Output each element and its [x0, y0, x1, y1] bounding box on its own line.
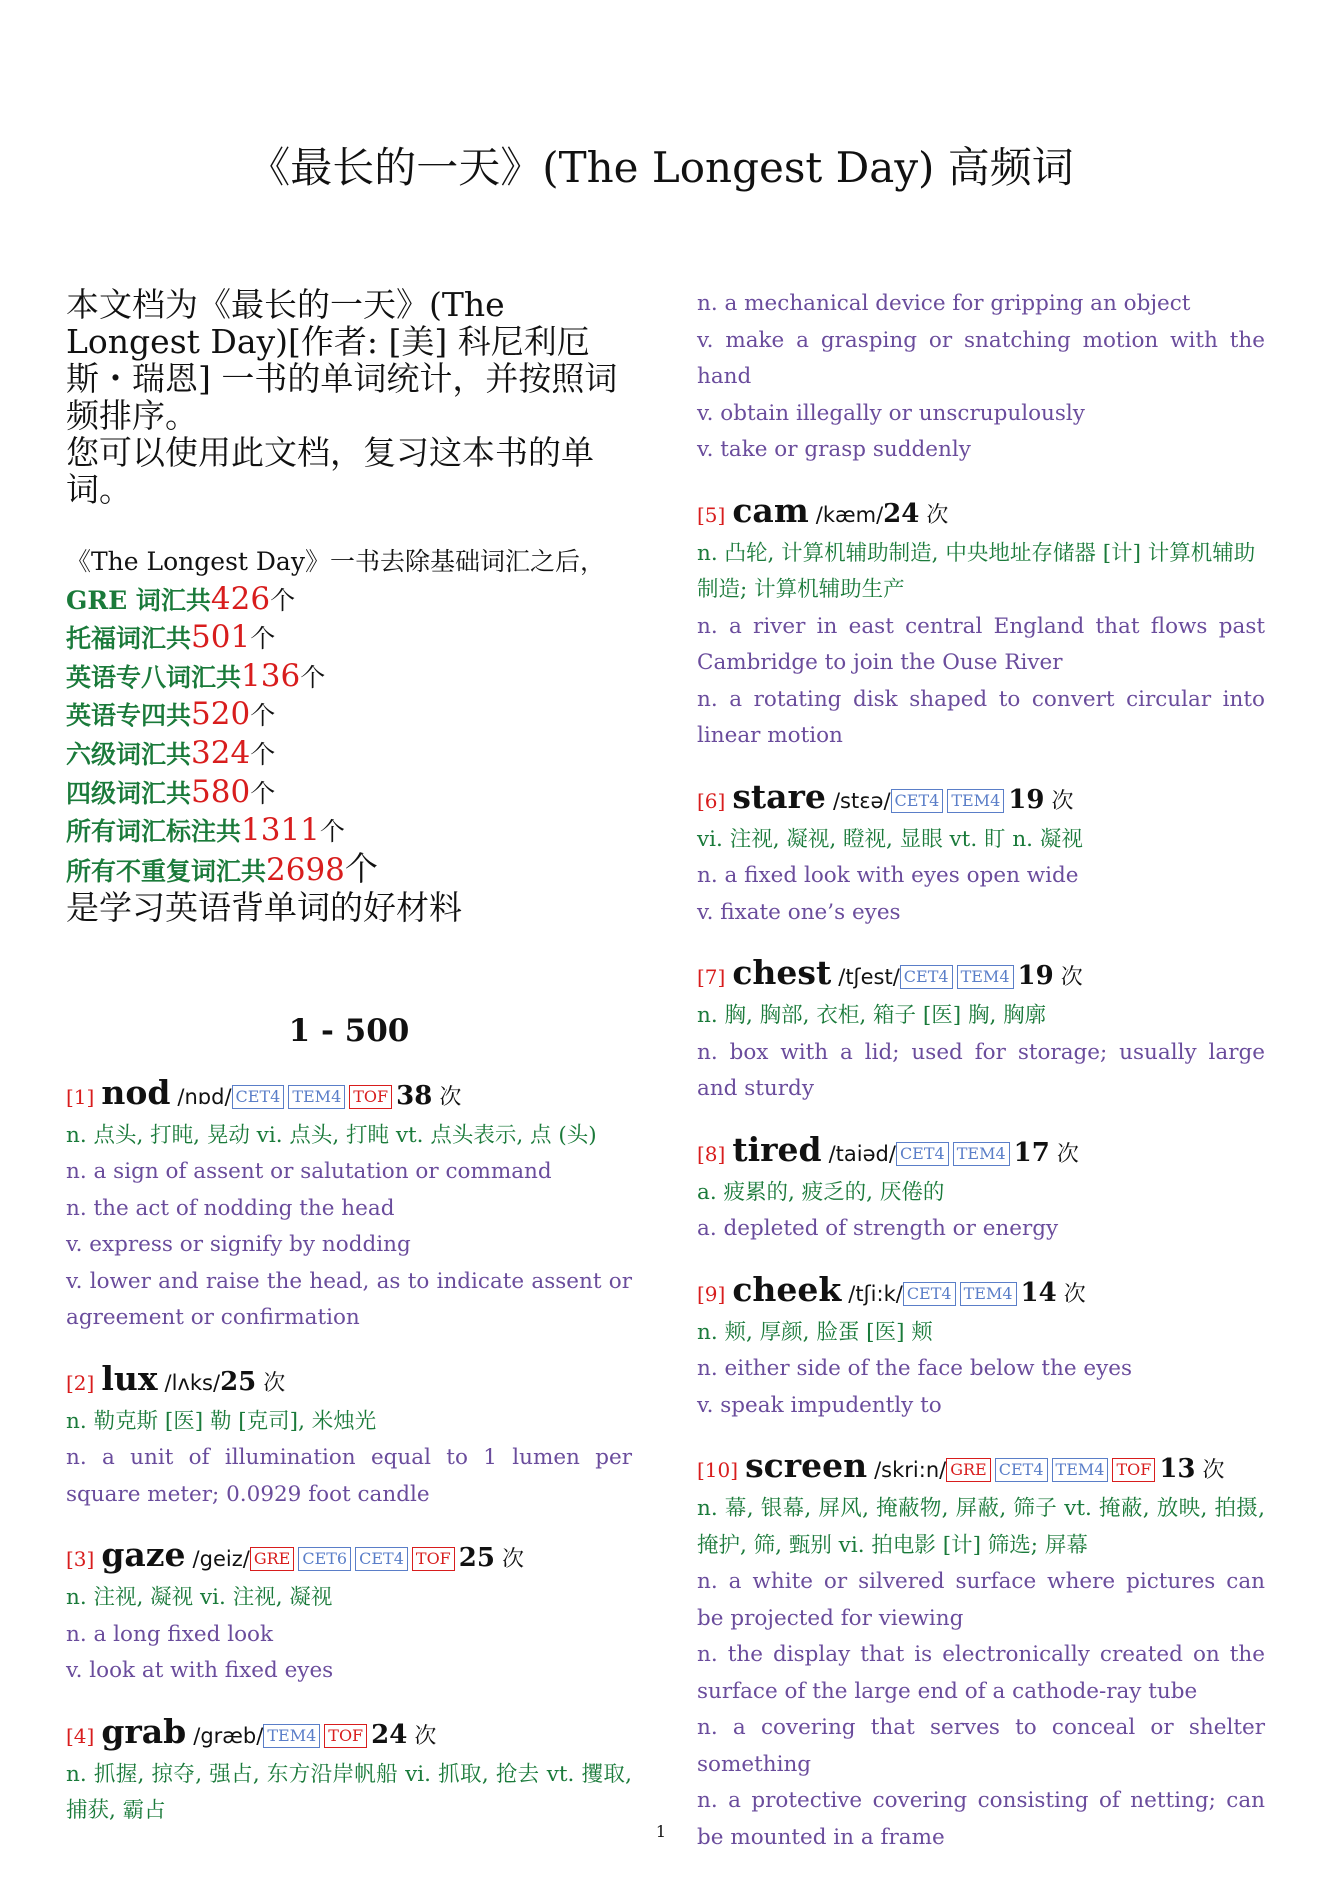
intro-text	[66, 286, 632, 508]
definition-cn: n. 凸轮, 计算机辅助制造, 中央地址存储器 [计] 计算机辅助制造; 计算机辅助生产	[697, 540, 1256, 602]
definition-en: n. the act of nodding the head	[66, 1195, 395, 1221]
level-tag: CET4	[891, 789, 944, 813]
frequency-unit: 次	[263, 1370, 286, 1396]
level-tag: GRE	[946, 1458, 991, 1482]
headword: chest	[732, 953, 832, 992]
headword: screen	[745, 1446, 868, 1485]
word-entry	[697, 953, 1265, 1108]
word-entry	[697, 1270, 1265, 1425]
entry-heading	[697, 1130, 1265, 1175]
definition-en: n. a fixed look with eyes open wide	[697, 863, 1079, 888]
definition-en: n. a river in east central England that flows past Cambridge to join the Ouse River	[697, 613, 1265, 675]
definition-en: n. a unit of illumination equal to 1 lumen per square meter; 0.0929 foot candle	[66, 1445, 632, 1507]
intro-line-2: 您可以使用此文档，复习这本书的单词。	[66, 433, 594, 509]
word-entry	[697, 491, 1265, 755]
headword: cheek	[732, 1269, 842, 1309]
entry-index: [9]	[697, 1281, 726, 1306]
word-entry	[697, 1446, 1265, 1856]
stat-gre: GRE 词汇共426个	[66, 580, 296, 617]
definition-en: n. a long fixed look	[66, 1621, 274, 1647]
entry-heading	[697, 777, 1265, 822]
stat-unique: 所有不重复词汇共2698个	[66, 848, 378, 888]
definition-cn: n. 抓握, 掠夺, 强占, 东方沿岸帆船 vi. 抓取, 抢去 vt. 攫取, 捕获, 霸占	[66, 1761, 632, 1824]
frequency-count: 24	[371, 1719, 408, 1750]
level-tag: CET4	[896, 1142, 949, 1166]
word-entry	[66, 1535, 632, 1690]
frequency-count: 24	[883, 498, 920, 529]
level-tag: TEM4	[960, 1282, 1017, 1306]
frequency-count: 25	[220, 1366, 257, 1397]
level-tag: CET4	[995, 1458, 1048, 1482]
phonetic: /kæm/	[815, 502, 884, 527]
word-entry	[66, 1359, 632, 1514]
phonetic: /græb/	[193, 1723, 264, 1748]
frequency-count: 38	[396, 1080, 433, 1111]
frequency-unit: 次	[414, 1723, 437, 1749]
entry-index: [6]	[697, 788, 726, 813]
word-entry-continued	[697, 286, 1265, 469]
frequency-count: 25	[458, 1543, 495, 1574]
stat-cet4: 四级词汇共580个	[66, 773, 276, 810]
entry-index: [10]	[697, 1458, 739, 1482]
entries-left	[66, 1073, 632, 1830]
frequency-unit: 次	[1202, 1458, 1225, 1483]
right-column	[697, 286, 1265, 1878]
word-entry	[66, 1712, 632, 1830]
definition-en: v. fixate one’s eyes	[697, 899, 901, 925]
headword: grab	[101, 1711, 187, 1751]
definition-en: v. express or signify by nodding	[66, 1232, 411, 1258]
definition-en: v. speak impudently to	[697, 1392, 942, 1418]
definition-en: a. depleted of strength or energy	[697, 1216, 1059, 1241]
entry-index: [7]	[697, 965, 726, 989]
headword: stare	[732, 776, 826, 816]
frequency-count: 19	[1008, 784, 1045, 815]
headword: nod	[101, 1072, 171, 1112]
level-tag: TEM4	[263, 1724, 320, 1748]
stats-lead: 《The Longest Day》一书去除基础词汇之后，	[66, 547, 605, 576]
level-tag: TOF	[324, 1724, 367, 1748]
definition-en: n. a rotating disk shaped to convert circular into linear motion	[697, 686, 1265, 748]
level-tag: TEM4	[1052, 1458, 1109, 1482]
entry-index: [5]	[697, 502, 726, 527]
frequency-count: 17	[1013, 1137, 1050, 1168]
phonetic: /taiəd/	[828, 1141, 896, 1166]
definition-en: n. a protective covering consisting of netting; can be mounted in a frame	[697, 1788, 1265, 1850]
frequency-unit: 次	[926, 502, 949, 528]
frequency-unit: 次	[1060, 965, 1083, 990]
stats-closing: 是学习英语背单词的好材料	[66, 888, 462, 928]
level-tag: TEM4	[953, 1142, 1010, 1166]
phonetic: /lʌks/	[164, 1370, 221, 1395]
phonetic: /geiz/	[192, 1547, 250, 1572]
definition-cn: n. 点头, 打盹, 晃动 vi. 点头, 打盹 vt. 点头表示, 点 (头)	[66, 1122, 597, 1148]
definition-cn: vi. 注视, 凝视, 瞪视, 显眼 vt. 盯 n. 凝视	[697, 826, 1083, 852]
definition-cn: n. 颊, 厚颜, 脸蛋 [医] 颊	[697, 1319, 933, 1345]
frequency-unit: 次	[1063, 1281, 1086, 1307]
level-tag: TEM4	[288, 1085, 345, 1109]
phonetic: /tʃest/	[838, 965, 900, 989]
range-heading: 1 - 500	[288, 1012, 410, 1049]
headword: lux	[101, 1358, 158, 1398]
left-column	[66, 286, 632, 1830]
headword: gaze	[101, 1535, 186, 1575]
entry-heading	[66, 1712, 632, 1757]
definition-cn: n. 注视, 凝视 vi. 注视, 凝视	[66, 1585, 333, 1611]
entry-heading	[66, 1073, 632, 1118]
definition-en: n. a covering that serves to conceal or shelter something	[697, 1715, 1265, 1777]
definition-en: v. look at with fixed eyes	[66, 1658, 334, 1684]
phonetic: /skri:n/	[874, 1458, 947, 1482]
word-entry	[697, 1130, 1265, 1248]
stat-tem4: 英语专四共520个	[66, 696, 276, 733]
definition-en: n. either side of the face below the eyes	[697, 1356, 1133, 1381]
level-tag: TEM4	[947, 789, 1004, 813]
level-tag: CET4	[903, 1282, 956, 1306]
entry-index: [3]	[66, 1547, 95, 1572]
definition-en: n. the display that is electronically created on the surface of the large end of a cathode-ray tube	[697, 1642, 1265, 1704]
entry-heading	[697, 1270, 1265, 1315]
entry-index: [2]	[66, 1370, 95, 1395]
level-tag: CET6	[298, 1547, 351, 1571]
page-title: 《最长的一天》(The Longest Day) 高频词	[248, 143, 1074, 192]
level-tag: TEM4	[957, 965, 1014, 989]
word-entry	[66, 1073, 632, 1337]
entry-heading	[66, 1535, 632, 1580]
level-tag: TOF	[349, 1085, 392, 1109]
definition-en: n. box with a lid; used for storage; usually large and sturdy	[697, 1039, 1265, 1101]
entry-heading	[66, 1359, 632, 1404]
entry-index: [4]	[66, 1723, 95, 1748]
definition-en: n. a mechanical device for gripping an object	[697, 291, 1191, 316]
level-tag: CET4	[232, 1085, 285, 1109]
stat-tem8: 英语专八词汇共136个	[66, 657, 326, 694]
entry-index: [1]	[66, 1084, 95, 1109]
entry-heading	[697, 491, 1265, 536]
definition-cn: a. 疲累的, 疲乏的, 厌倦的	[697, 1179, 945, 1205]
level-tag: TOF	[1112, 1458, 1155, 1482]
entry-heading	[697, 1446, 1265, 1491]
definition-cn: n. 幕, 银幕, 屏风, 掩蔽物, 屏蔽, 筛子 vt. 掩蔽, 放映, 拍摄, 掩护, 筛, 甄别 vi. 拍电影 [计] 筛选; 屏幕	[697, 1496, 1265, 1558]
headword: tired	[732, 1129, 822, 1169]
definition-en: v. take or grasp suddenly	[697, 437, 971, 462]
level-tag: TOF	[412, 1547, 455, 1571]
word-entry	[697, 777, 1265, 932]
definition-cn: n. 勒克斯 [医] 勒 [克司], 米烛光	[66, 1408, 377, 1434]
level-tag: CET4	[355, 1547, 408, 1571]
entries-right	[697, 286, 1265, 1856]
stat-toefl: 托福词汇共501个	[66, 619, 276, 656]
definition-en: v. obtain illegally or unscrupulously	[697, 400, 1085, 426]
definition-en: n. a white or silvered surface where pictures can be projected for viewing	[697, 1569, 1265, 1631]
headword: cam	[732, 490, 809, 530]
entry-heading	[697, 953, 1265, 998]
phonetic: /tʃi:k/	[848, 1281, 903, 1306]
frequency-unit: 次	[1056, 1141, 1079, 1167]
definition-en: v. make a grasping or snatching motion with the hand	[697, 327, 1265, 389]
frequency-count: 19	[1017, 961, 1054, 991]
frequency-count: 13	[1159, 1454, 1196, 1484]
stat-all-tagged: 所有词汇标注共1311个	[66, 812, 345, 849]
definition-en: v. lower and raise the head, as to indicate assent or agreement or confirmation	[66, 1268, 632, 1331]
intro-line-1: 本文档为《最长的一天》(The Longest Day)[作者: [美] 科尼利厄斯・瑞恩] 一书的单词统计，并按照词频排序。	[66, 285, 618, 435]
frequency-unit: 次	[1051, 788, 1074, 814]
page-number: 1	[655, 1822, 667, 1841]
phonetic: /stɛə/	[832, 788, 891, 813]
stat-cet6: 六级词汇共324个	[66, 734, 276, 771]
frequency-unit: 次	[439, 1084, 462, 1110]
vocab-stats	[66, 544, 632, 927]
level-tag: GRE	[250, 1547, 295, 1571]
level-tag: CET4	[900, 965, 953, 989]
frequency-unit: 次	[501, 1547, 524, 1573]
frequency-count: 14	[1020, 1277, 1057, 1308]
phonetic: /nɒd/	[177, 1084, 232, 1109]
definition-cn: n. 胸, 胸部, 衣柜, 箱子 [医] 胸, 胸廓	[697, 1003, 1047, 1028]
definition-en: n. a sign of assent or salutation or command	[66, 1159, 552, 1185]
entry-index: [8]	[697, 1141, 726, 1166]
